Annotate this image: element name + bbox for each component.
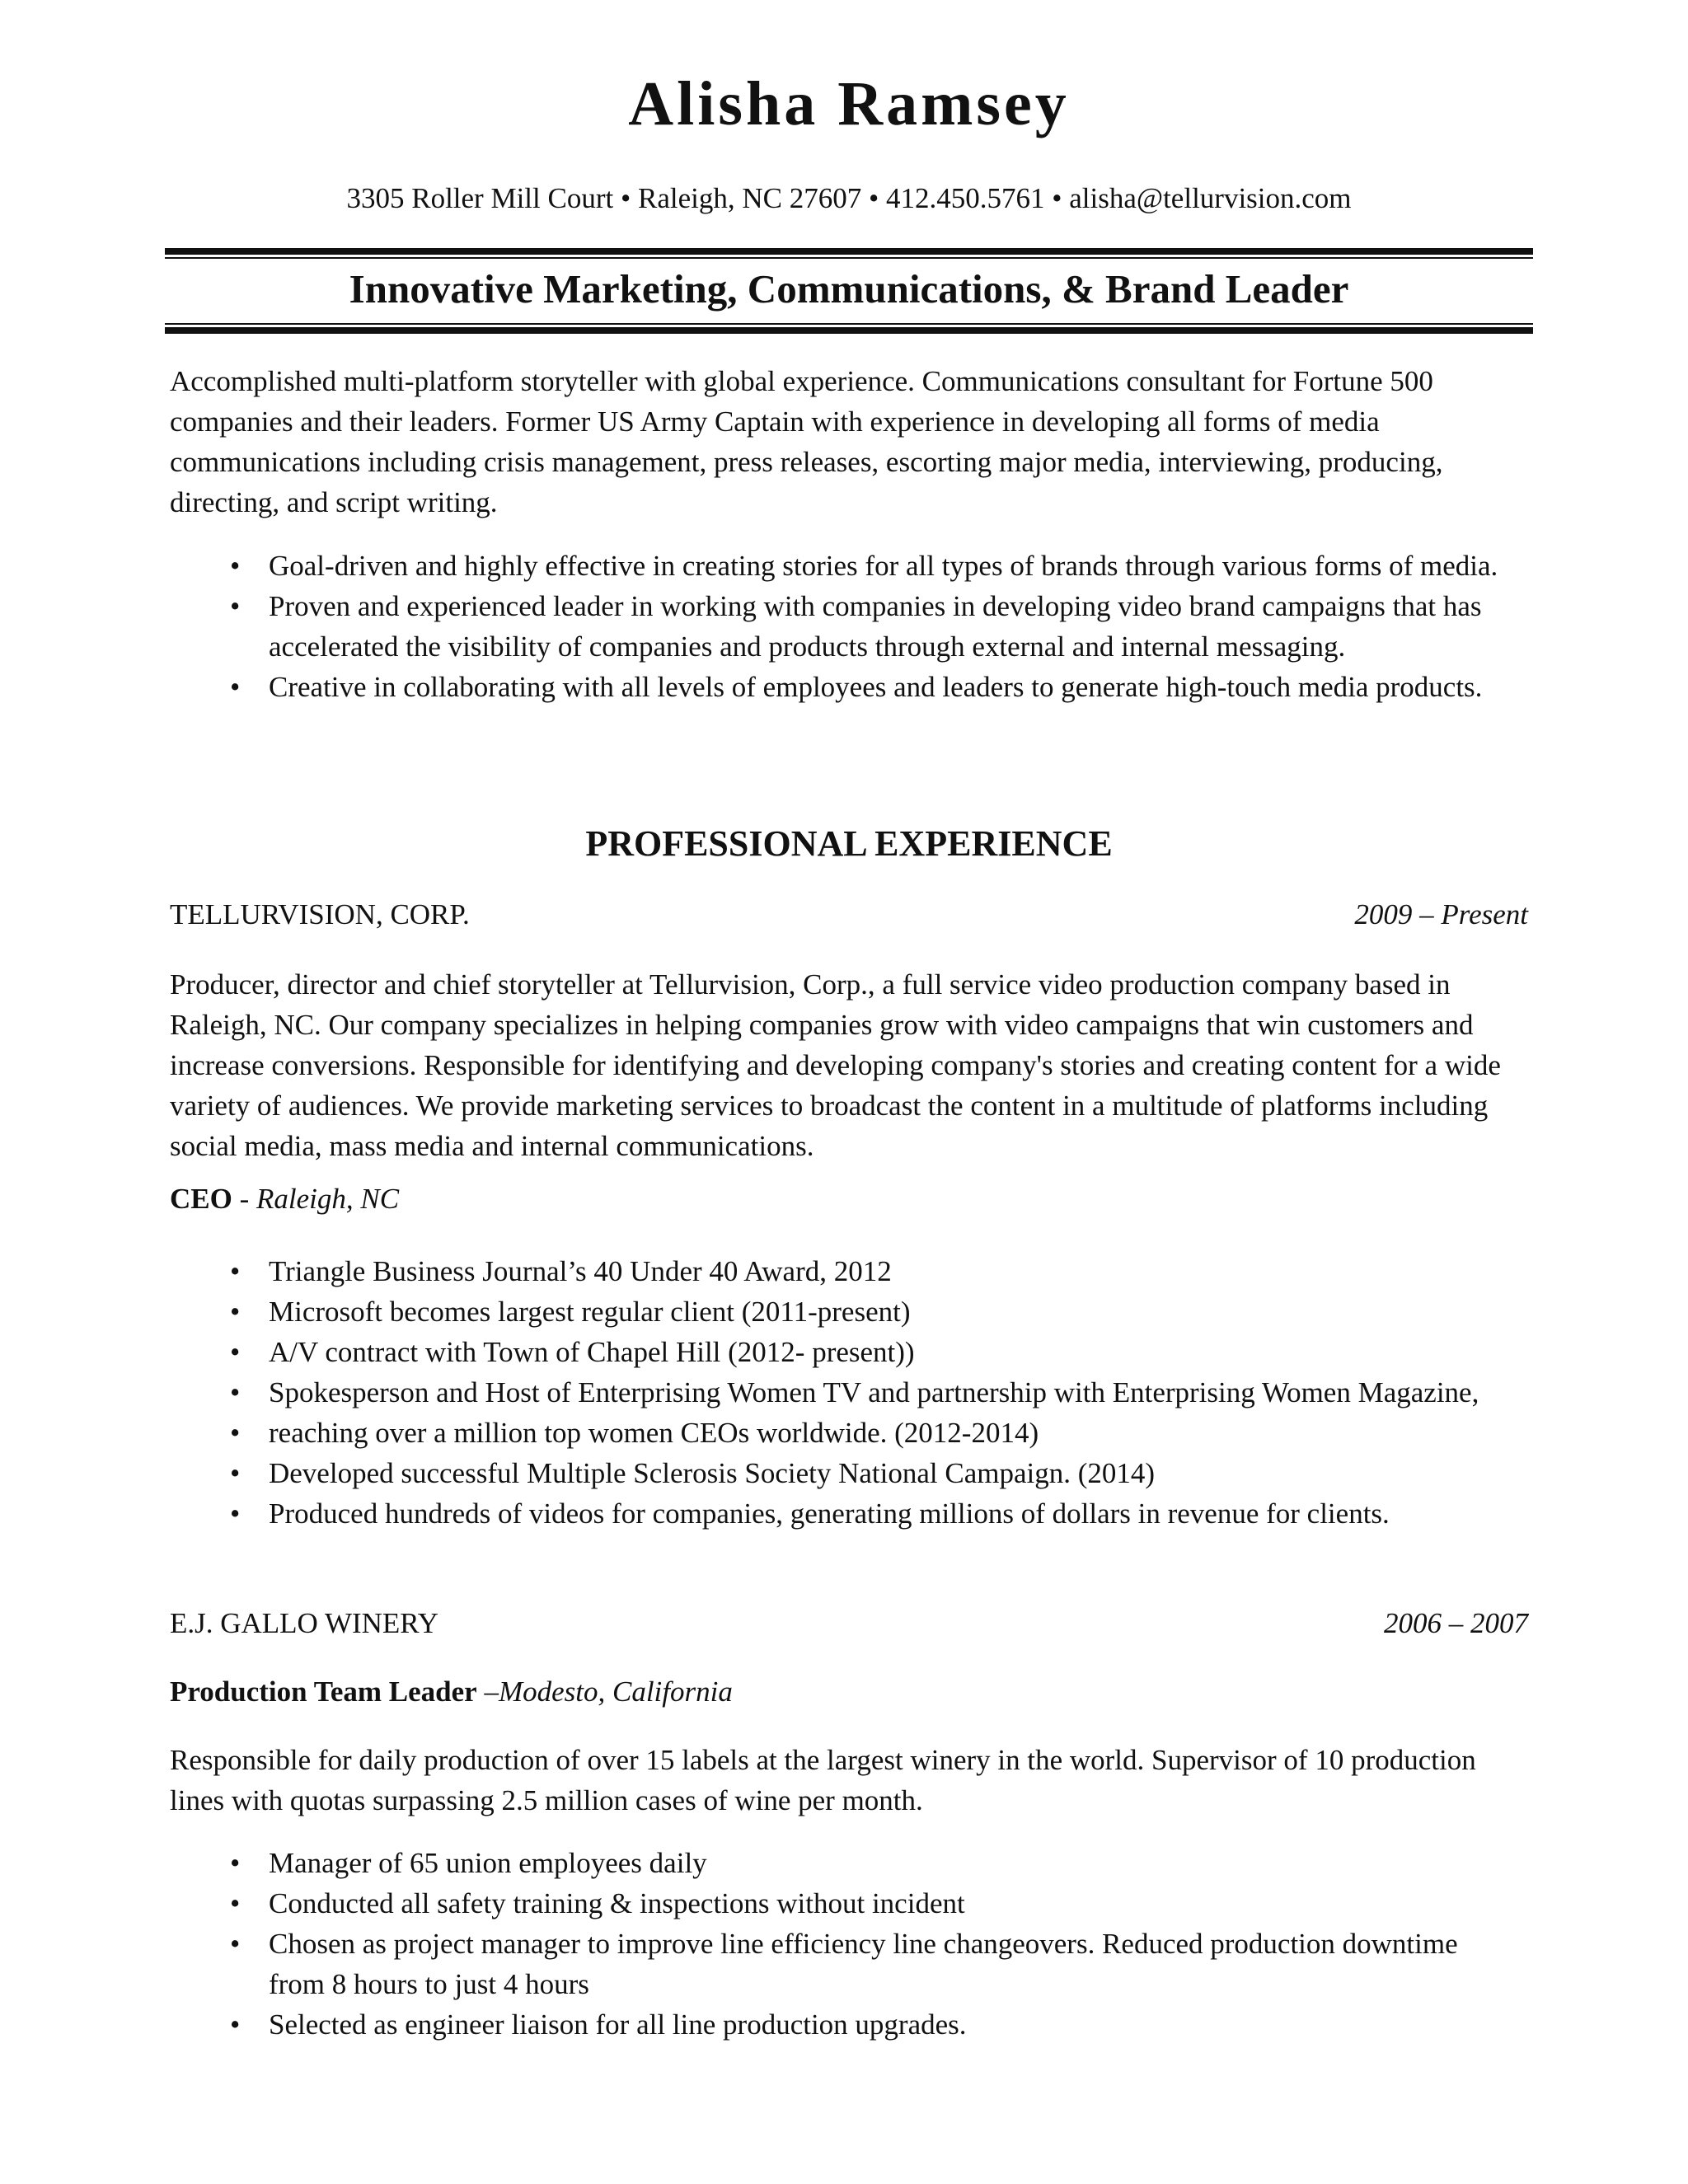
list-item-text: Chosen as project manager to improve line efficiency line changeovers. Reduced production downtime from 8 hours to just 4 hours [269, 1928, 1458, 2000]
job-description: Responsible for daily production of over 15 labels at the largest winery in the world. Supervisor of 10 production lines with quotas surpassing 2.5 million cases of wine per month. [170, 1744, 1476, 1816]
bullet-icon: • [230, 1497, 241, 1530]
top-rule-thin [165, 257, 1533, 259]
job-role [170, 1179, 1528, 1219]
bullet-icon: • [230, 1847, 241, 1879]
section-title-experience: PROFESSIONAL EXPERIENCE [585, 823, 1113, 864]
job-header [170, 894, 1528, 935]
role-location: Modesto, California [498, 1675, 733, 1708]
list-item-text: Proven and experienced leader in working with companies in developing video brand campaigns that has accelerated the visibility of companies and products through external and internal messaging. [269, 590, 1482, 663]
bottom-rule-thin [165, 323, 1533, 325]
bullet-icon: • [230, 550, 241, 582]
role-title: CEO [170, 1183, 232, 1215]
list-item-text: Produced hundreds of videos for companies, generating millions of dollars in revenue for clients. [269, 1497, 1390, 1530]
list-item [170, 1883, 1528, 1924]
job-dates: 2009 – Present [1354, 898, 1528, 930]
role-separator: – [476, 1675, 499, 1708]
job-bullets [170, 1843, 1528, 2045]
company-name: TELLURVISION, CORP. [170, 898, 470, 930]
list-item-text: reaching over a million top women CEOs worldwide. (2012-2014) [269, 1417, 1039, 1449]
list-item [170, 1843, 1528, 1883]
job-header [170, 1603, 1528, 1643]
bullet-icon: • [230, 1457, 241, 1489]
bullet-icon: • [230, 590, 241, 622]
top-rule-thick [165, 248, 1533, 255]
list-item [170, 2004, 1528, 2045]
bullet-icon: • [230, 1417, 241, 1449]
bottom-rule-thick [165, 327, 1533, 334]
bullet-icon: • [230, 1376, 241, 1408]
headline: Innovative Marketing, Communications, & Brand Leader [349, 266, 1349, 312]
bullet-icon: • [230, 671, 241, 703]
company-name: E.J. GALLO WINERY [170, 1607, 438, 1639]
list-item [170, 1372, 1528, 1413]
bullet-icon: • [230, 2008, 241, 2041]
role-separator: - [232, 1183, 257, 1215]
list-item-text: Goal-driven and highly effective in creating stories for all types of brands through various forms of media. [269, 550, 1498, 582]
summary-bullets [170, 546, 1528, 707]
job-role [170, 1671, 1528, 1712]
list-item-text: Microsoft becomes largest regular client (2011-present) [269, 1296, 911, 1328]
bullet-icon: • [230, 1255, 241, 1287]
list-item-text: Triangle Business Journal’s 40 Under 40 Award, 2012 [269, 1255, 892, 1287]
list-item [170, 546, 1528, 586]
candidate-name: Alisha Ramsey [628, 69, 1070, 138]
list-item-text: Spokesperson and Host of Enterprising Women TV and partnership with Enterprising Women Magazine, [269, 1376, 1479, 1408]
list-item-text: Developed successful Multiple Sclerosis Society National Campaign. (2014) [269, 1457, 1156, 1489]
list-item [170, 1924, 1528, 2004]
list-item [170, 586, 1528, 667]
bullet-icon: • [230, 1887, 241, 1919]
list-item [170, 1413, 1528, 1453]
bullet-icon: • [230, 1296, 241, 1328]
list-item [170, 1453, 1528, 1493]
list-item [170, 667, 1528, 707]
role-title: Production Team Leader [170, 1675, 477, 1708]
list-item [170, 1251, 1528, 1291]
list-item [170, 1332, 1528, 1372]
list-item-text: Creative in collaborating with all levels of employees and leaders to generate high-touch media products. [269, 671, 1483, 703]
list-item-text: Selected as engineer liaison for all line production upgrades. [269, 2008, 967, 2041]
list-item-text: Manager of 65 union employees daily [269, 1847, 707, 1879]
list-item [170, 1291, 1528, 1332]
contact-line: 3305 Roller Mill Court • Raleigh, NC 27607 • 412.450.5761 • alisha@tellurvision.com [346, 182, 1352, 214]
role-location: Raleigh, NC [256, 1183, 400, 1215]
list-item-text: A/V contract with Town of Chapel Hill (2012- present)) [269, 1336, 915, 1368]
bullet-icon: • [230, 1336, 241, 1368]
list-item-text: Conducted all safety training & inspections without incident [269, 1887, 965, 1919]
job-description: Producer, director and chief storyteller at Tellurvision, Corp., a full service video production company based in Raleigh, NC. Our company specializes in helping companies grow with video campaigns that win customers and increase conversions. Responsible for identifying and developing company's stories and creating content for a wide variety of audiences. We provide marketing services to broadcast the content in a multitude of platforms including social media, mass media and internal communications. [170, 968, 1501, 1162]
job-bullets [170, 1251, 1528, 1534]
list-item [170, 1493, 1528, 1534]
bullet-icon: • [230, 1928, 241, 1960]
summary-paragraph: Accomplished multi-platform storyteller with global experience. Communications consultant for Fortune 500 companies and their leaders. Former US Army Captain with experience in developing all forms of media communications including crisis management, press releases, escorting major media, interviewing, producing, directing, and script writing. [170, 365, 1443, 518]
job-dates: 2006 – 2007 [1384, 1607, 1528, 1639]
